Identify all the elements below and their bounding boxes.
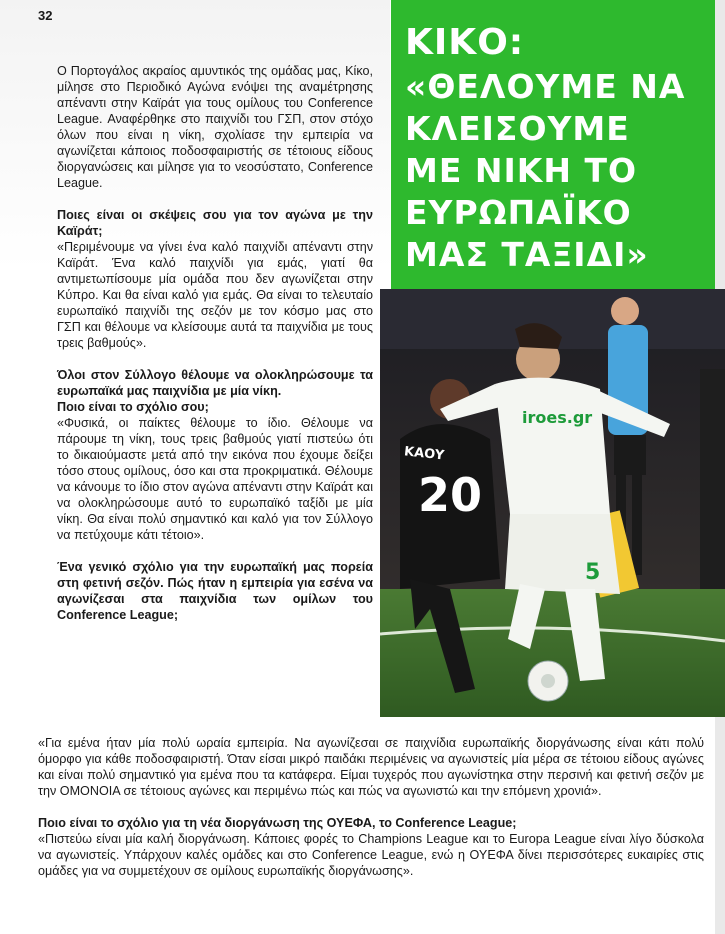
article-intro: Ο Πορτογάλος ακραίος αμυντικός της ομάδας μας, Κίκο, μίλησε στο Περιοδικό Αγώνα ενόψει της αναμέτρησης απέναντι στην Καϊράτ για τους ομίλους του Conference League. Αναφέρθηκε στο παιχνίδι του ΓΣΠ, στον στόχο όλων που είναι η νίκη, σχολίασε την εμπειρία να αγωνίζεται κάποιος ποδοσφαιριστής σε τέτοιους είδους διοργανώσεις και μίλησε για το νεοσύστατο, Conference League. (57, 64, 373, 190)
question-1: Ποιες είναι οι σκέψεις σου για τον αγώνα με την Καϊράτ; (57, 208, 373, 238)
answer-4: «Πιστεύω είναι μία καλή διοργάνωση. Κάποιες φορές το Champions League και το Europa League είναι λίγο δύσκολα να αγωνιστείς. Υπάρχουν καλές ομάδες και στο Conference League, ενώ η ΟΥΕΦΑ δίνει περισσότερες ευκαιρίες στις ομάδες για να συμμετέχουν σε ομίλους ευρωπαϊκής διοργάνωσης». (38, 832, 704, 878)
question-3: Ένα γενικό σχόλιο για την ευρωπαϊκή μας πορεία στη φετινή σεζόν. Πώς ήταν η εμπειρία για εσένα να αγωνίζεσαι στα παιχνίδια των ομίλων του Conference League; (57, 560, 373, 622)
answer-1: «Περιμένουμε να γίνει ένα καλό παιχνίδι απέναντι στην Καϊράτ. Ένα καλό παιχνίδι για εμάς, γιατί θα αντιμετωπίσουμε μία ομάδα που δεν αγωνίζεται στην Κύπρο. Και θα είναι καλό για εμάς. Θα είναι το τελευταίο ευρωπαϊκό παιχνίδι της σεζόν με τον κόσμο μας στο ΓΣΠ και θέλουμε να κλείσουμε αυτά τα παιχνίδια με τους τρεις βαθμούς». (57, 240, 373, 350)
answer-3: «Για εμένα ήταν μία πολύ ωραία εμπειρία. Να αγωνίζεσαι σε παιχνίδια ευρωπαϊκής διοργάνωσης είναι κάτι πολύ όμορφο για κάθε ποδοσφαιριστή. Όταν είσαι μικρό παιδάκι περιμένεις να αγωνιστείς μία μέρα σε τέτοιου είδους αγώνες και είναι πολύ σημαντικό για εμένα που τα κατάφερα. Είμαι τυχερός που αγωνίστηκα στην περσινή και φετινή σεζόν με την ΟΜΟΝΟΙΑ σε τέτοιους αγώνες και περιμένω πώς και πώς να αγωνιστώ και την επόμενη χρονιά». (38, 736, 704, 798)
headline-name: ΚΙΚΟ: (405, 22, 525, 63)
question-4: Ποιο είναι το σχόλιο για τη νέα διοργάνωση της ΟΥΕΦΑ, το Conference League; (38, 816, 517, 830)
article-column-wide (38, 735, 704, 879)
headline-line: ΕΥΡΩΠΑΪΚΟ (405, 193, 632, 232)
opponent-name: KAOY (403, 444, 445, 464)
spacer (57, 191, 373, 207)
sponsor-logo: iroes.gr (522, 408, 593, 427)
answer-2: «Φυσικά, οι παίκτες θέλουμε το ίδιο. Θέλουμε να πάρουμε τη νίκη, τους τρεις βαθμούς γιατί πιστεύω ότι το δικαιούμαστε μετά από την εικόνα που έχουμε δείξει τόσο στους ομίλους, όσο και στα προκριματικά. Θέλουμε να κάνουμε το ίδιο στον αγώνα απέναντι στην Καϊράτ και να ολοκληρώσουμε αυτό το ευρωπαϊκό ταξίδι με μία νίκη. Θα είναι πολύ σημαντικό και καλό για τον Σύλλογο να πετύχουμε κάτι τέτοιο». (57, 416, 373, 542)
question-2-prompt: Ποιο είναι το σχόλιο σου; (57, 400, 209, 414)
article-headline (391, 0, 715, 289)
headline-line: ΜΑΣ ΤΑΞΙΔΙ» (405, 235, 649, 274)
headline-line: ΚΛΕΙΣΟΥΜΕ (405, 109, 630, 148)
article-column-left (57, 63, 373, 623)
opponent-number: 20 (418, 468, 483, 522)
player-number: 5 (585, 560, 601, 585)
headline-line: «ΘΕΛΟΥΜΕ ΝΑ (405, 67, 686, 106)
spacer (38, 799, 704, 815)
page-number: 32 (38, 8, 53, 23)
spacer (57, 543, 373, 559)
question-2: Όλοι στον Σύλλογο θέλουμε να ολοκληρώσουμε τα ευρωπαϊκά μας παιχνίδια με μία νίκη. (57, 368, 373, 398)
spacer (57, 351, 373, 367)
headline-line: ΜΕ ΝΙΚΗ ΤΟ (405, 151, 638, 190)
match-photo (380, 289, 725, 717)
